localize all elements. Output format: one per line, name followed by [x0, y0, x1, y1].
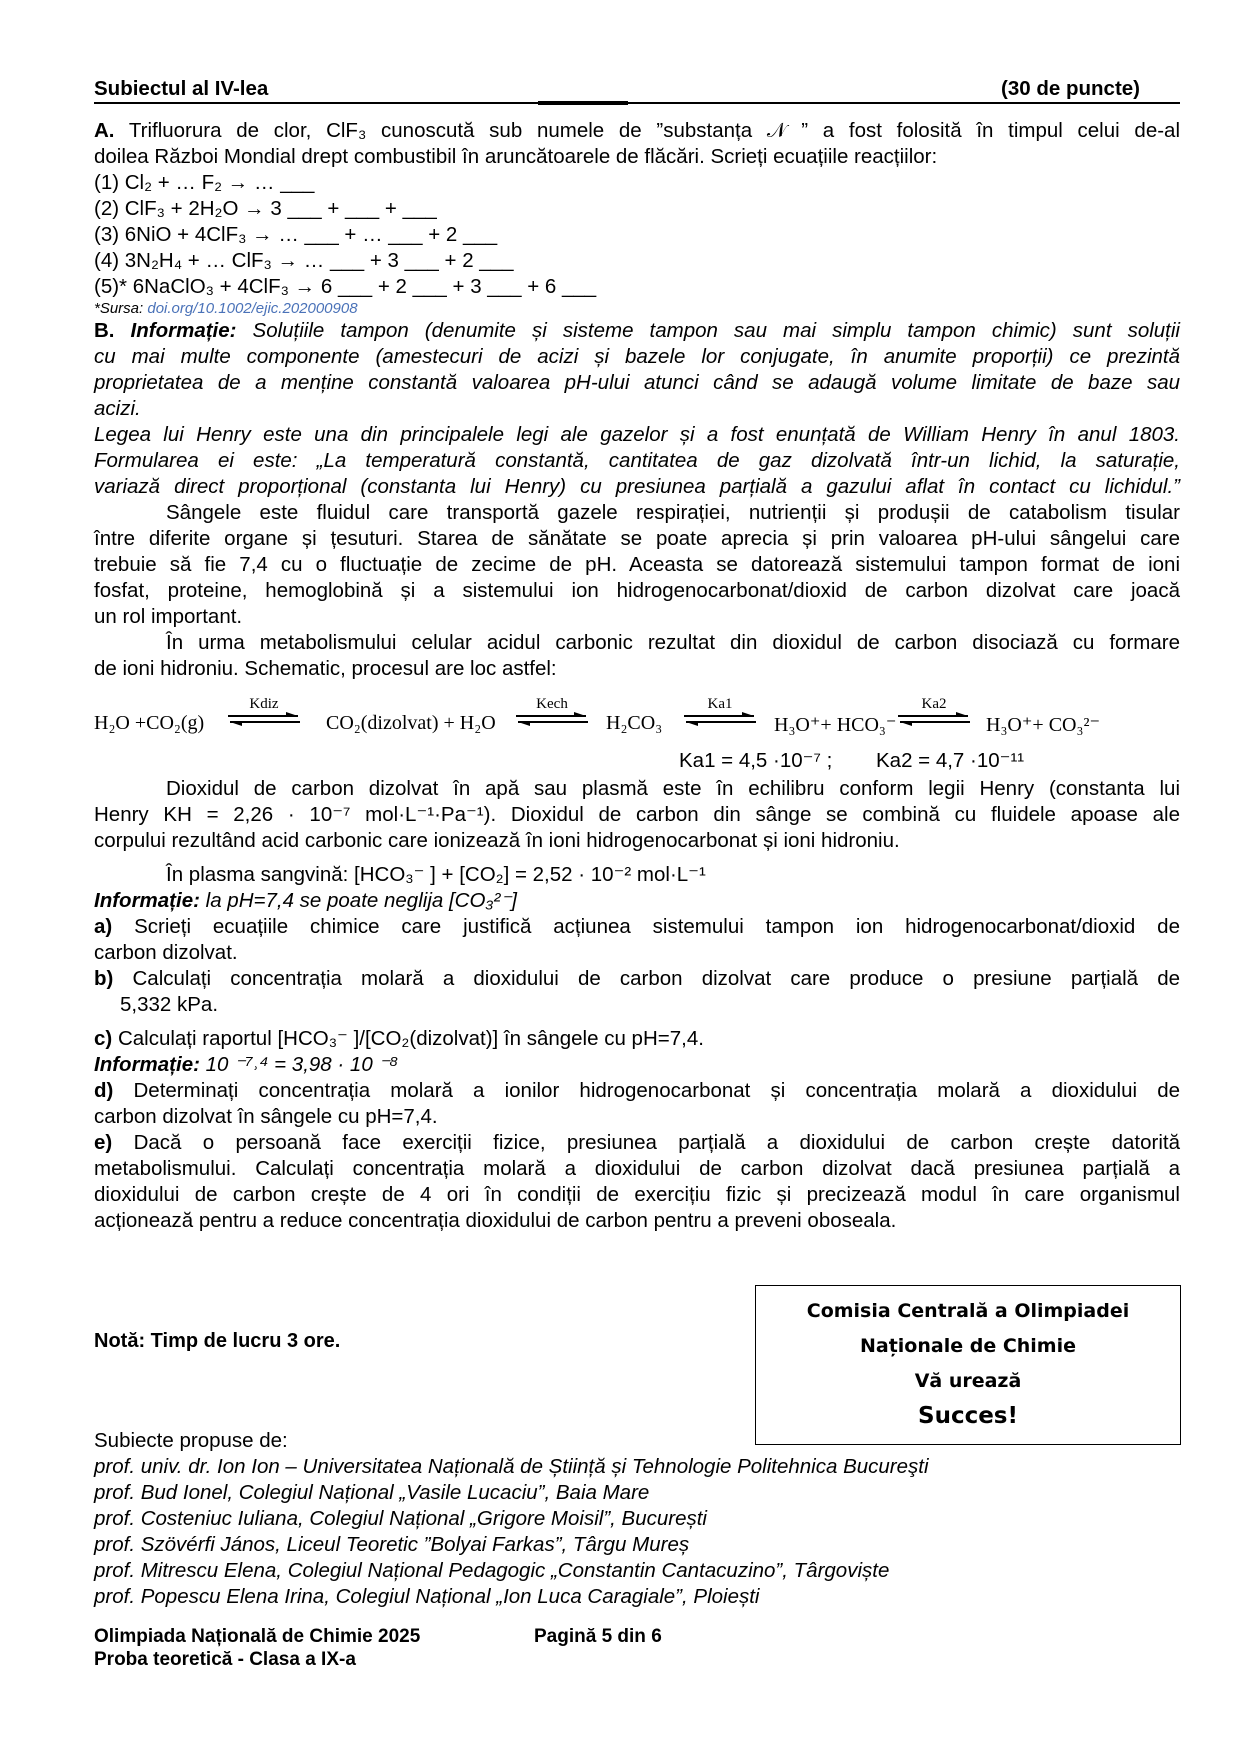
henry-line: variază direct proporțional (constanta lui Henry) cu presiunea parțială a gazului aflat în contact cu lichidul.” — [94, 475, 1180, 498]
question-b-label: b) — [94, 967, 114, 990]
authors-list — [94, 1428, 929, 1610]
greeting-success: Succes! — [918, 1403, 1018, 1429]
part-a-intro-line: Trifluorura de clor, ClF₃ cunoscută sub numele de ”substanța 𝒩 ” a fost folosită în timpul celui de-al — [128, 119, 1180, 142]
greeting-box — [755, 1285, 1181, 1445]
ka1-value: Ka1 = 4,5 ·10⁻⁷ ; — [679, 749, 833, 772]
document-page — [94, 72, 1180, 1234]
question-d-text: Determinați concentrația molară a ionilor hidrogenocarbonat și concentrația molară a dioxidului de — [133, 1079, 1180, 1102]
question-c-text: Calculați raportul [HCO₃⁻ ]/[CO₂(dizolvat)] în sângele cu pH=7,4. — [117, 1027, 704, 1050]
question-e-text: dioxidului de carbon crește de 4 ori în condiții de exercițiu fizic și precizează modul în care organismul — [94, 1183, 1180, 1206]
question-e-text: acționează pentru a reduce concentrația dioxidului de carbon pentru a preveni oboseala. — [94, 1209, 897, 1232]
part-a — [94, 118, 1180, 318]
dissolved-line: corpului rezultând acid carbonic care ionizează în ioni hidrogenocarbonat și ioni hidroniu. — [94, 829, 900, 852]
question-e-text: Dacă o persoană face exerciții fizice, presiunea parțială a dioxidului de carbon crește datorită — [133, 1131, 1180, 1154]
species-4: H₃O⁺+ HCO₃⁻ — [774, 714, 897, 736]
species-3: H₂CO₃ — [606, 712, 663, 734]
henry-line: Formularea ei este: „La temperatură constantă, cantitatea de gaz dizolvată într-un lichid, la saturație, — [94, 449, 1180, 472]
info-line: acizi. — [94, 397, 141, 420]
equilibrium-arrow-icon — [894, 696, 974, 736]
constant-label: Ka2 — [921, 696, 947, 712]
plasma-line: În plasma sangvină: [HCO₃⁻ ] + [CO₂] = 2,52 · 10⁻² mol·L⁻¹ — [166, 863, 706, 886]
page-footer — [94, 1625, 662, 1671]
question-c-label: c) — [94, 1027, 113, 1050]
dissolved-line: Henry KH = 2,26 · 10⁻⁷ mol·L⁻¹·Pa⁻¹). Dioxidul de carbon din sânge se combină cu fluidele apoase ale — [94, 803, 1180, 826]
constant-label: Ka1 — [707, 696, 733, 712]
reaction-3: (3) 6NiO + 4ClF₃ → … ___ + … ___ + 2 ___ — [94, 223, 498, 246]
equilibrium-arrow-icon — [512, 696, 592, 736]
reaction-1: (1) Cl₂ + … F₂ → … ___ — [94, 171, 315, 194]
footer-exam: Proba teoretică - Clasa a IX-a — [94, 1649, 356, 1670]
question-a-text: Scrieți ecuațiile chimice care justifică acțiunea sistemului tampon ion hidrogenocarbonat/dioxid de — [134, 915, 1180, 938]
question-e-label: e) — [94, 1131, 113, 1154]
metab-line: În urma metabolismului celular acidul carbonic rezultat din dioxidul de carbon disociază cu formare — [166, 631, 1180, 654]
source-link[interactable]: doi.org/10.1002/ejic.202000908 — [147, 300, 358, 317]
species-1: H₂O +CO₂(g) — [94, 712, 205, 734]
question-b-text: 5,332 kPa. — [120, 993, 219, 1016]
equilibrium-arrow-icon — [224, 696, 304, 736]
question-e — [94, 1130, 1180, 1156]
blood-line: între diferite organe și țesuturi. Starea de sănătate se poate aprecia și prin valoarea pH-ului sângelui care — [94, 527, 1180, 550]
constant-label: Kech — [536, 696, 568, 712]
metab-line: de ioni hidroniu. Schematic, procesul are loc astfel: — [94, 657, 557, 680]
info-2-text: la pH=7,4 se poate neglija [CO₃²⁻] — [205, 889, 517, 912]
section-points: (30 de puncte) — [1001, 77, 1140, 100]
info-3-label: Informație: — [94, 1053, 200, 1076]
info-line: proprietatea de a menține constantă valoarea pH-ului atunci când se adaugă volume limitate de baze sau — [94, 371, 1180, 394]
equilibrium-arrow-icon — [680, 696, 760, 736]
question-c — [94, 1026, 1180, 1052]
constant-label: Kdiz — [249, 696, 279, 712]
author-item: prof. Costeniuc Iuliana, Colegiul Național „Grigore Moisil”, București — [94, 1507, 707, 1530]
reaction-4: (4) 3N₂H₄ + … ClF₃ → … ___ + 3 ___ + 2 ___ — [94, 249, 514, 272]
header-divider — [538, 101, 628, 105]
greeting-line: Vă urează — [914, 1370, 1022, 1392]
question-a-text: carbon dizolvat. — [94, 941, 238, 964]
question-a — [94, 914, 1180, 940]
question-e-text: metabolismului. Calculați concentrația molară a dioxidului de carbon dizolvat dacă presiunea parțială a — [94, 1157, 1180, 1180]
question-a-label: a) — [94, 915, 113, 938]
info-line: Soluțiile tampon (denumite și sisteme tampon sau mai simplu tampon chimic) sunt soluții — [252, 319, 1180, 342]
greeting-line: Comisia Centrală a Olimpiadei — [806, 1300, 1130, 1322]
question-d — [94, 1078, 1180, 1104]
footer-olympiad: Olimpiada Națională de Chimie 2025 — [94, 1626, 421, 1647]
info-2 — [94, 888, 1180, 914]
blood-line: fosfat, proteine, hemoglobină și a sistemului ion hidrogenocarbonat/dioxid de carbon dizolvat care joacă — [94, 579, 1180, 602]
author-item: prof. Bud Ionel, Colegiul Național „Vasile Lucaciu”, Baia Mare — [94, 1481, 650, 1504]
blood-line: un rol important. — [94, 605, 243, 628]
part-b-label: B. — [94, 319, 115, 342]
time-note: Notă: Timp de lucru 3 ore. — [94, 1330, 341, 1352]
part-b — [94, 318, 1180, 1234]
question-b-text: Calculați concentrația molară a dioxidului de carbon dizolvat care produce o presiune parțială de — [132, 967, 1181, 990]
author-item: prof. univ. dr. Ion Ion – Universitatea Națională de Știință și Tehnologie Politehnica Bucureşti — [94, 1455, 929, 1478]
greeting-line: Naționale de Chimie — [859, 1335, 1076, 1357]
part-a-label: A. — [94, 119, 115, 142]
page-number: Pagină 5 din 6 — [534, 1626, 662, 1647]
blood-line: trebuie să fie 7,4 cu o fluctuație de zecime de pH. Aceasta se datorează sistemului tampon format de ioni — [94, 553, 1180, 576]
source-label: *Sursa: — [94, 300, 144, 317]
info-line: cu mai multe componente (amestecuri de acizi și bazele lor conjugate, în anumite proporții) ce prezintă — [94, 345, 1180, 368]
ka2-value: Ka2 = 4,7 ·10⁻¹¹ — [876, 749, 1025, 772]
blood-line: Sângele este fluidul care transportă gazele respirației, nutrienții și produșii de catabolism tisular — [166, 501, 1180, 524]
reaction-5: (5)* 6NaClO₃ + 4ClF₃ → 6 ___ + 2 ___ + 3 ___ + 6 ___ — [94, 275, 597, 298]
info-2-label: Informație: — [94, 889, 200, 912]
part-a-intro-line: doilea Război Mondial drept combustibil în aruncătoarele de flăcări. Scrieți ecuațiile reacțiilor: — [94, 145, 938, 168]
source-note — [94, 300, 1180, 318]
question-d-label: d) — [94, 1079, 114, 1102]
henry-line: Legea lui Henry este una din principalele legi ale gazelor și a fost enunțată de William Henry în anul 1803. — [94, 423, 1180, 446]
part-a-intro — [94, 118, 1180, 144]
info-label: Informație: — [130, 319, 237, 342]
species-5: H₃O⁺+ CO₃²⁻ — [986, 714, 1101, 736]
info-paragraph — [94, 318, 1180, 344]
species-2: CO₂(dizolvat) + H₂O — [326, 712, 496, 734]
question-d-text: carbon dizolvat în sângele cu pH=7,4. — [94, 1105, 438, 1128]
info-3-text: 10 ⁻⁷˒⁴ = 3,98 · 10 ⁻⁸ — [205, 1053, 399, 1076]
author-item: prof. Mitrescu Elena, Colegiul Național Pedagogic „Constantin Cantacuzino”, Târgoviște — [94, 1559, 890, 1582]
authors-title: Subiecte propuse de: — [94, 1429, 288, 1452]
reaction-2: (2) ClF₃ + 2H₂O → 3 ___ + ___ + ___ — [94, 197, 437, 220]
acidity-constants — [94, 746, 1180, 776]
section-title: Subiectul al IV-lea — [94, 77, 269, 100]
author-item: prof. Popescu Elena Irina, Colegiul Național „Ion Luca Caragiale”, Ploiești — [94, 1585, 760, 1608]
info-3 — [94, 1052, 1180, 1078]
dissolved-line: Dioxidul de carbon dizolvat în apă sau plasmă este în echilibru conform legii Henry (constanta lui — [166, 777, 1180, 800]
section-header — [94, 72, 1180, 104]
author-item: prof. Szövérfi János, Liceul Teoretic ”Bolyai Farkas”, Târgu Mureș — [94, 1533, 690, 1556]
equilibrium-scheme — [94, 688, 1180, 746]
question-b — [94, 966, 1180, 992]
